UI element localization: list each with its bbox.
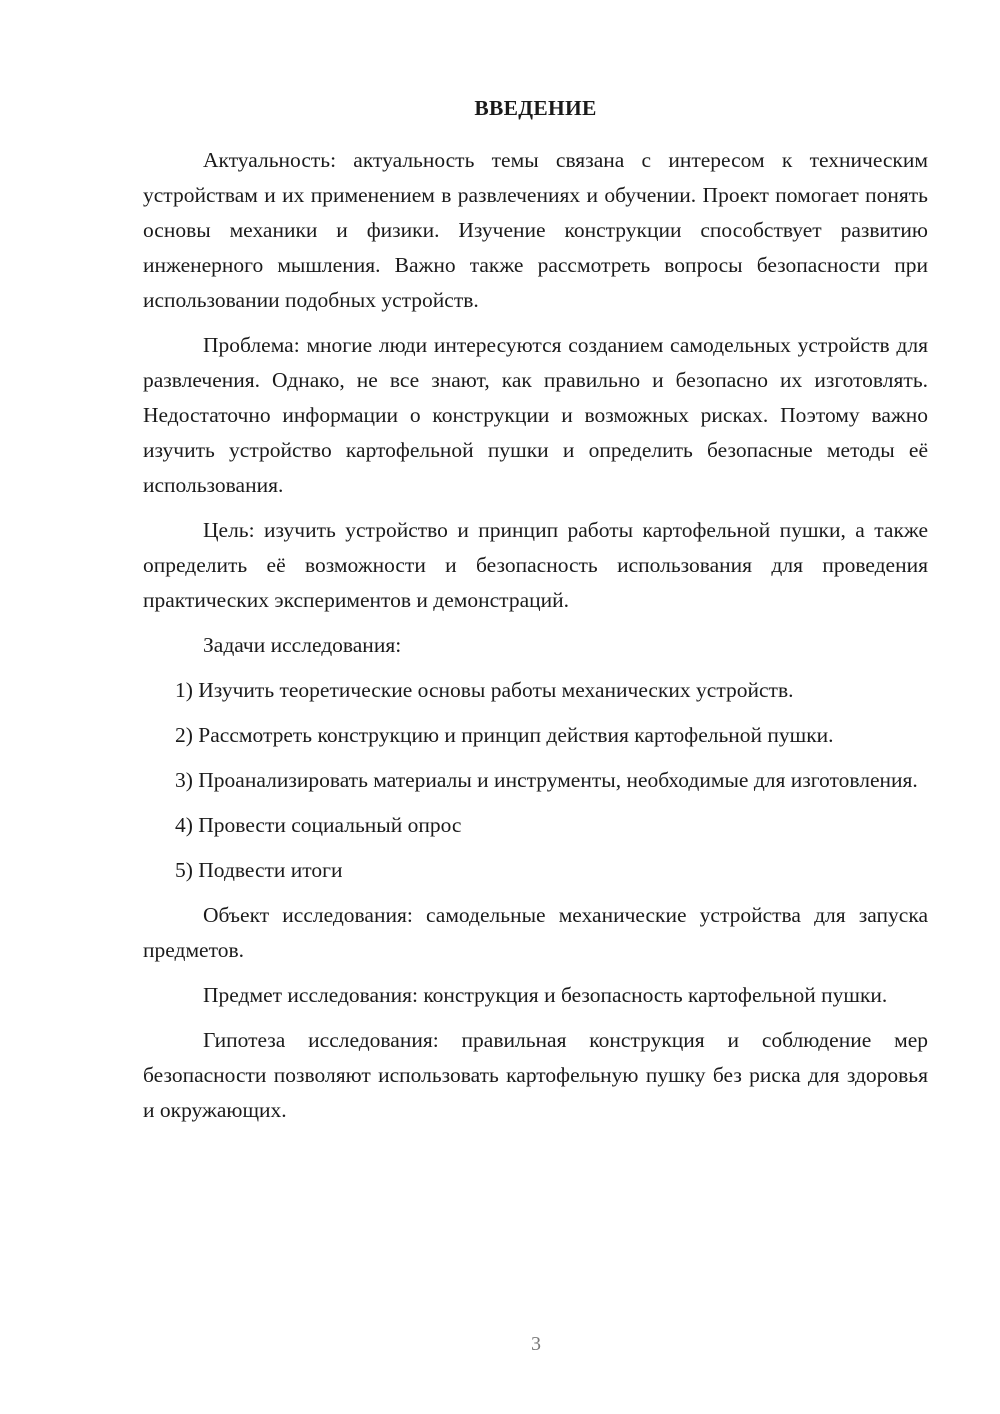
task-item-5: 5) Подвести итоги — [175, 858, 343, 882]
paragraph-subject: Предмет исследования: конструкция и безопасность картофельной пушки. — [203, 983, 888, 1007]
page-number: 3 — [531, 1333, 541, 1355]
section-title: ВВЕДЕНИЕ — [474, 96, 597, 120]
document-body — [143, 143, 928, 1138]
task-item-3: 3) Проанализировать материалы и инструменты, необходимые для изготовления. — [175, 768, 918, 792]
paragraph-relevance: Актуальность: актуальность темы связана с интересом к техническим устройствам и их применением в развлечениях и обучении. Проект помогает понять основы механики и физики. Изучение конструкции способствует развитию инженерного мышления. Важно также рассмотреть вопросы безопасности при использовании подобных устройств. — [143, 148, 928, 312]
paragraph-hypothesis: Гипотеза исследования: правильная конструкция и соблюдение мер безопасности позволяют использовать картофельную пушку без риска для здоровья и окружающих. — [143, 1028, 928, 1122]
task-item-1: 1) Изучить теоретические основы работы механических устройств. — [175, 678, 794, 702]
task-item-2: 2) Рассмотреть конструкцию и принцип действия картофельной пушки. — [175, 723, 834, 747]
paragraph-object: Объект исследования: самодельные механические устройства для запуска предметов. — [143, 903, 928, 962]
paragraph-tasks-heading: Задачи исследования: — [203, 633, 402, 657]
paragraph-problem: Проблема: многие люди интересуются созданием самодельных устройств для развлечения. Однако, не все знают, как правильно и безопасно их изготовлять. Недостаточно информации о конструкции и возможных рисках. Поэтому важно изучить устройство картофельной пушки и определить безопасные методы её использования. — [143, 333, 928, 497]
task-item-4: 4) Провести социальный опрос — [175, 813, 462, 837]
paragraph-goal: Цель: изучить устройство и принцип работы картофельной пушки, а также определить её возможности и безопасность использования для проведения практических экспериментов и демонстраций. — [143, 518, 928, 612]
